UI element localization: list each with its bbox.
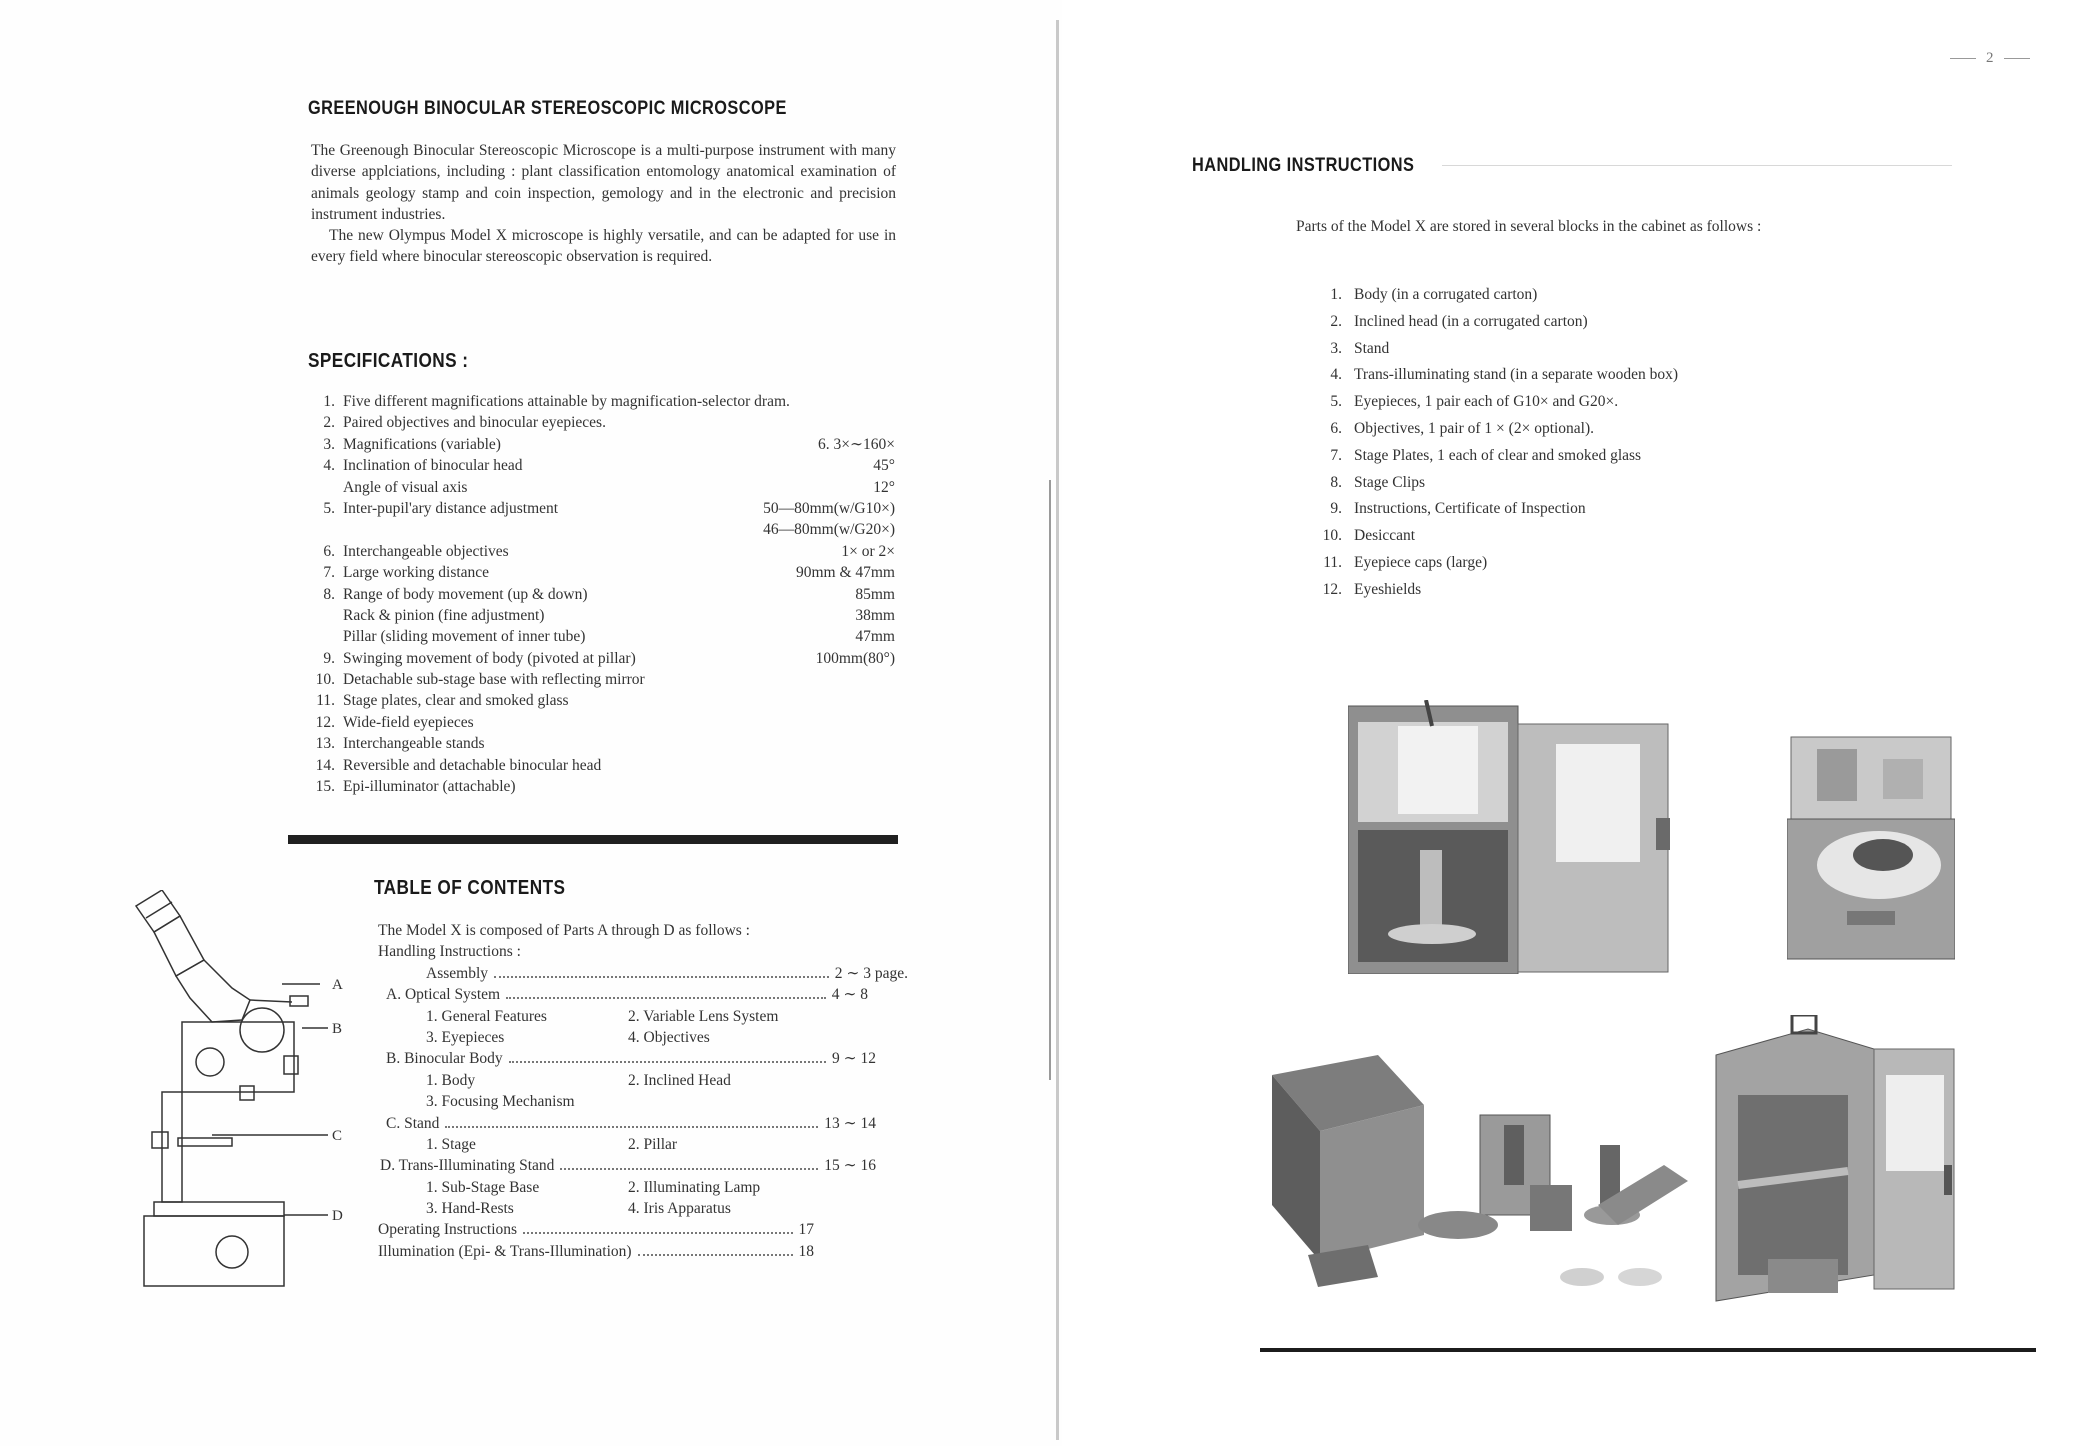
spec-row [305, 755, 895, 776]
toc-assembly-pages: 2 ∼ 3 page. [834, 964, 908, 982]
handling-item [1310, 391, 1910, 418]
wooden-box-photo [1787, 735, 1955, 961]
handling-item-text: Trans-illuminating stand (in a separate wooden box) [1354, 366, 1679, 384]
bottom-divider [1260, 1348, 2036, 1352]
handling-item-number: 4. [1330, 366, 1342, 384]
spec-label: Range of body movement (up & down) [343, 585, 588, 603]
spec-label: Detachable sub-stage base with reflecting mirror [343, 671, 645, 689]
spec-row [305, 690, 895, 711]
spec-row [305, 562, 895, 583]
handling-item-text: Stand [1354, 339, 1390, 357]
spec-number: 15. [315, 778, 335, 796]
toc-d3: 3. Hand-Rests [426, 1200, 514, 1218]
handling-item [1310, 418, 1910, 445]
spec-row [305, 605, 895, 626]
toc-d1: 1. Sub-Stage Base [426, 1178, 540, 1196]
toc-subentries-c1 [378, 1134, 908, 1155]
spec-value: 100mm(80°) [815, 649, 895, 667]
spec-value: 1× or 2× [841, 542, 895, 560]
handling-item-text: Desiccant [1354, 527, 1416, 545]
handling-item-number: 3. [1330, 339, 1342, 357]
spec-row [305, 776, 895, 797]
spec-number: 10. [315, 671, 335, 689]
page-title: GREENOUGH BINOCULAR STEREOSCOPIC MICROSCOPE [308, 98, 787, 119]
spec-row [305, 477, 895, 498]
toc-subentries-a3 [378, 1027, 908, 1048]
toc-entry-c [378, 1113, 876, 1134]
toc-d-label: D. Trans-Illuminating Stand [380, 1157, 555, 1175]
toc-a4: 4. Objectives [628, 1028, 710, 1046]
spec-row [305, 455, 895, 476]
handling-item-number: 6. [1330, 419, 1342, 437]
spec-row [305, 712, 895, 733]
handling-item-text: Eyepiece caps (large) [1354, 553, 1488, 571]
spec-value: 6. 3×∼160× [818, 435, 895, 453]
spec-number: 3. [323, 435, 335, 453]
toc-intro [378, 920, 908, 941]
handling-item-text: Body (in a corrugated carton) [1354, 286, 1538, 303]
toc-b2: 2. Inclined Head [628, 1071, 731, 1089]
handling-item-text: Objectives, 1 pair of 1 × (2× optional). [1354, 419, 1595, 437]
spec-label: Reversible and detachable binocular head [343, 756, 602, 774]
handling-item-text: Eyeshields [1354, 580, 1422, 598]
toc-c1: 1. Stage [426, 1135, 476, 1153]
spec-number: 5. [323, 499, 335, 517]
page-number-text: 2 [1986, 50, 1994, 66]
diagram-label-b: B [332, 1021, 343, 1037]
toc-entry-assembly [378, 963, 908, 984]
toc-entry-b [378, 1048, 876, 1069]
toc-subentries-d1 [378, 1177, 908, 1198]
diagram-label-c: C [332, 1128, 343, 1144]
spec-label: Pillar (sliding movement of inner tube) [343, 628, 586, 646]
toc-assembly-label: Assembly [426, 964, 488, 982]
toc-il-label: Illumination (Epi- & Trans-Illumination) [378, 1242, 632, 1260]
spec-number: 14. [315, 756, 335, 774]
spec-number: 7. [323, 564, 335, 582]
spec-label: Stage plates, clear and smoked glass [343, 692, 569, 710]
handling-item-number: 2. [1330, 312, 1342, 330]
toc-c-label: C. Stand [386, 1114, 440, 1132]
handling-item [1310, 311, 1910, 338]
spec-row [305, 519, 895, 540]
handling-item [1310, 552, 1910, 579]
toc-entry-operating [378, 1219, 814, 1240]
toc-op-page: 17 [798, 1221, 814, 1239]
spec-label: Paired objectives and binocular eyepieces. [343, 414, 606, 432]
intro-text [311, 140, 896, 268]
diagram-label-a: A [332, 977, 343, 993]
table-of-contents [378, 920, 908, 1262]
handling-item [1310, 525, 1910, 552]
toc-entry-a [378, 984, 868, 1005]
spec-row [305, 498, 895, 519]
toc-b3: 3. Focusing Mechanism [426, 1093, 575, 1111]
spec-label: Angle of visual axis [343, 478, 468, 496]
handling-intro: Parts of the Model X are stored in several blocks in the cabinet as follows : [1296, 218, 1762, 235]
spec-value: 46—80mm(w/G20×) [763, 521, 895, 539]
toc-entry-d [378, 1155, 876, 1176]
specifications-list [305, 391, 895, 797]
handling-item-text: Instructions, Certificate of Inspection [1354, 500, 1586, 518]
toc-a-pages: 4 ∼ 8 [831, 986, 868, 1004]
page-number [1940, 50, 2040, 67]
spec-value: 12° [873, 478, 895, 496]
spec-row [305, 584, 895, 605]
page-spine [1056, 20, 1059, 1440]
spec-value: 85mm [855, 585, 895, 603]
components-photo [1268, 1015, 1960, 1315]
toc-d4: 4. Iris Apparatus [628, 1200, 731, 1218]
toc-c2: 2. Pillar [628, 1135, 678, 1153]
handling-item-number: 12. [1322, 580, 1342, 598]
handling-item-text: Stage Plates, 1 each of clear and smoked glass [1354, 446, 1642, 464]
handling-item [1310, 579, 1910, 606]
page-spine-shadow [1049, 480, 1051, 1080]
handling-item-text: Stage Clips [1354, 473, 1426, 491]
spec-value: 90mm & 47mm [795, 564, 895, 582]
handling-item [1310, 472, 1910, 499]
toc-b-pages: 9 ∼ 12 [832, 1050, 876, 1068]
toc-a-label: A. Optical System [386, 986, 501, 1004]
toc-entry-illumination [378, 1241, 814, 1262]
spec-number: 2. [323, 414, 335, 432]
spec-number: 13. [315, 735, 335, 753]
toc-d-pages: 15 ∼ 16 [824, 1157, 876, 1175]
spec-row [305, 733, 895, 754]
toc-handling-text: Handling Instructions : [378, 943, 521, 961]
cabinet-open-photo [1348, 700, 1700, 974]
spec-number: 1. [323, 393, 335, 410]
toc-subentries-d3 [378, 1198, 908, 1219]
spec-label: Inclination of binocular head [343, 457, 523, 475]
toc-subentries-b1 [378, 1070, 908, 1091]
toc-d2: 2. Illuminating Lamp [628, 1178, 761, 1196]
toc-il-page: 18 [798, 1242, 814, 1260]
toc-b1: 1. Body [426, 1071, 476, 1089]
spec-number: 12. [315, 713, 335, 731]
spec-value: 45° [873, 457, 895, 475]
handling-item-number: 1. [1330, 286, 1342, 303]
toc-heading: TABLE OF CONTENTS [374, 877, 566, 899]
toc-handling [378, 941, 908, 962]
toc-a3: 3. Eyepieces [426, 1028, 505, 1046]
toc-c-pages: 13 ∼ 14 [824, 1114, 876, 1132]
microscope-diagram [132, 890, 362, 1290]
spec-label: Large working distance [343, 564, 490, 582]
handling-item [1310, 445, 1910, 472]
handling-item-number: 11. [1323, 553, 1342, 571]
spec-value: 47mm [855, 628, 895, 646]
spec-label: Interchangeable stands [343, 735, 485, 753]
spec-row [305, 434, 895, 455]
handling-heading: HANDLING INSTRUCTIONS [1192, 155, 1415, 176]
spec-label: Rack & pinion (fine adjustment) [343, 606, 545, 624]
toc-a1: 1. General Features [426, 1007, 547, 1025]
spec-number: 6. [323, 542, 335, 560]
spec-number: 9. [323, 649, 335, 667]
spec-number: 11. [316, 692, 335, 710]
toc-subentries-b3 [378, 1091, 908, 1112]
specifications-heading: SPECIFICATIONS : [308, 350, 469, 372]
section-divider [288, 835, 898, 844]
spec-label: Inter-pupil'ary distance adjustment [343, 499, 559, 517]
spec-label: Swinging movement of body (pivoted at pillar) [343, 649, 636, 667]
spec-row [305, 541, 895, 562]
spec-number: 8. [323, 585, 335, 603]
spec-value: 38mm [855, 606, 895, 624]
toc-a2: 2. Variable Lens System [628, 1007, 779, 1025]
spec-row [305, 648, 895, 669]
handling-item-number: 9. [1330, 500, 1342, 518]
handling-item-number: 8. [1330, 473, 1342, 491]
handling-item-text: Inclined head (in a corrugated carton) [1354, 312, 1588, 330]
toc-b-label: B. Binocular Body [386, 1050, 503, 1068]
handling-item-number: 10. [1322, 527, 1342, 545]
spec-label: Wide-field eyepieces [343, 713, 474, 731]
diagram-label-d: D [332, 1208, 343, 1224]
handling-item [1310, 338, 1910, 365]
spec-row [305, 669, 895, 690]
handling-item [1310, 284, 1910, 311]
spec-value: 50—80mm(w/G10×) [763, 499, 895, 517]
intro-paragraph-2: The new Olympus Model X microscope is highly versatile, and can be adapted for use in every field where binocular stereoscopic observation is required. [311, 227, 896, 266]
handling-item [1310, 498, 1910, 525]
handling-item [1310, 364, 1910, 391]
intro-paragraph-1: The Greenough Binocular Stereoscopic Microscope is a multi-purpose instrument with many diverse applciations, including : plant classification entomology anatomical examination of animals geology stamp and coin inspection, gemology and in the electronic and precision instrument industries. [311, 142, 896, 223]
spec-row [305, 391, 895, 412]
handling-item-number: 7. [1330, 446, 1342, 464]
heading-rule [1442, 165, 1952, 166]
toc-subentries-a1 [378, 1006, 908, 1027]
spec-label: Epi-illuminator (attachable) [343, 778, 516, 796]
spec-number: 4. [323, 457, 335, 475]
spec-row [305, 626, 895, 647]
handling-list [1310, 284, 1910, 606]
handling-item-text: Eyepieces, 1 pair each of G10× and G20×. [1354, 393, 1619, 411]
spec-label: Five different magnifications attainable by magnification-selector dram. [343, 393, 790, 410]
toc-intro-text: The Model X is composed of Parts A through D as follows : [378, 922, 750, 939]
toc-op-label: Operating Instructions [378, 1221, 518, 1239]
spec-row [305, 412, 895, 433]
spec-label: Interchangeable objectives [343, 542, 509, 560]
handling-item-number: 5. [1330, 393, 1342, 411]
spec-label: Magnifications (variable) [343, 435, 501, 453]
